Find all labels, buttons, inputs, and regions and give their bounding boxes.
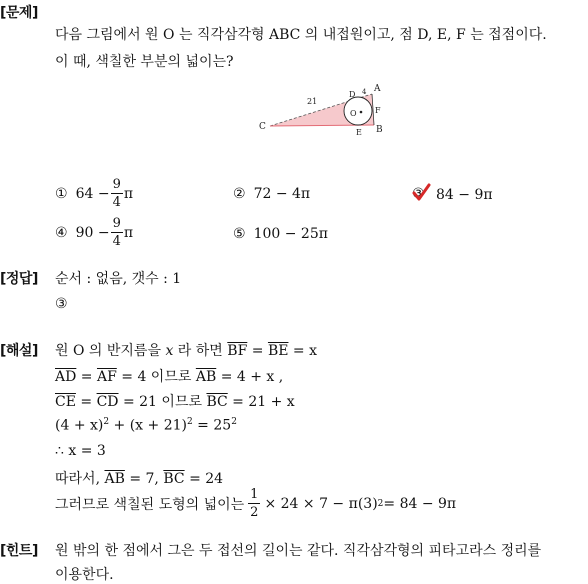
choice-1-post: π <box>123 185 134 202</box>
problem-text-line2: 이 때, 색칠한 부분의 넓이는? <box>55 54 234 70</box>
choice-4-number: ④ <box>55 224 68 241</box>
triangle-figure <box>255 80 395 140</box>
choice-2-text: 72 − 4π <box>253 186 311 202</box>
label-f: F <box>375 106 381 115</box>
choice-3-text: 84 − 9π <box>436 187 493 203</box>
choice-4-fraction: $\frac{9}{4}$ <box>112 216 121 249</box>
choice-4-pre: 90 − <box>75 224 110 241</box>
explanation-line6: 따라서, $\overline{AB} = 7$, $\overline{BC} = 24$ <box>55 471 224 487</box>
answer-line2: ③ <box>55 296 68 312</box>
explanation-line2: $\overline{AD} = \overline{AF} = 4$ 이므로 $\overline{AB} = 4 + x$ , <box>55 369 284 385</box>
explanation-line1: 원 O 의 반지름을 x 라 하면 $\overline{BF} = \overline{BE} = x$ <box>55 343 317 359</box>
explanation-tag: [해설] <box>0 343 38 359</box>
choice-3-number: ③ <box>412 186 425 202</box>
answer-tag: [정답] <box>0 271 38 287</box>
label-c: C <box>259 122 266 132</box>
hint-line2: 이용한다. <box>55 567 114 583</box>
explanation-line7: 그러므로 색칠된 도형의 넓이는 $\frac{1}{2}$ × 24 × 7 − π(3) 2 = 84 − 9π <box>55 487 457 520</box>
choice-3[interactable] <box>412 186 493 204</box>
label-cd-length: 21 <box>307 97 318 106</box>
choice-2-number: ② <box>233 186 246 202</box>
choice-4-post: π <box>123 224 134 241</box>
label-b: B <box>376 125 383 135</box>
choice-1-fraction: $\frac{9}{4}$ <box>112 177 121 210</box>
problem-text-line1: 다음 그림에서 원 O 는 직각삼각형 ABC 의 내접원이고, 점 D, E, F 는 접점이다. <box>55 27 547 43</box>
explanation-line4: $(4 + x)^2 + (x + 21)^2 = 25^2$ <box>55 417 237 434</box>
hint-tag: [힌트] <box>0 543 38 559</box>
center-o-dot <box>360 111 363 114</box>
choice-4[interactable] <box>55 217 133 248</box>
hint-line1: 원 밖의 한 점에서 그은 두 접선의 길이는 같다. 직각삼각형의 피타고라스 정리를 <box>55 543 542 559</box>
choice-1-number: ① <box>55 185 68 202</box>
label-e: E <box>356 128 362 137</box>
explanation-line5: ∴ x = 3 <box>55 443 106 459</box>
choice-5-text: 100 − 25π <box>253 226 328 242</box>
label-ad-length: 4 <box>362 88 367 96</box>
choice-1-pre: 64 − <box>75 185 110 202</box>
choice-5[interactable] <box>233 226 328 242</box>
choice-2[interactable] <box>233 186 310 202</box>
incircle-o <box>344 97 372 125</box>
explanation-line3: $\overline{CE} = \overline{CD} = 21$ 이므로 $\overline{BC} = 21 + x$ <box>55 394 295 410</box>
label-d: D <box>349 90 356 99</box>
choice-5-number: ⑤ <box>233 226 246 242</box>
checkmark-icon <box>411 183 431 203</box>
label-o: O <box>350 109 357 118</box>
problem-tag: [문제] <box>0 5 38 21</box>
answer-line1: 순서 : 없음, 갯수 : 1 <box>55 271 182 287</box>
label-a: A <box>374 84 381 94</box>
choice-1[interactable] <box>55 178 133 209</box>
choice-3-marker <box>412 186 430 204</box>
